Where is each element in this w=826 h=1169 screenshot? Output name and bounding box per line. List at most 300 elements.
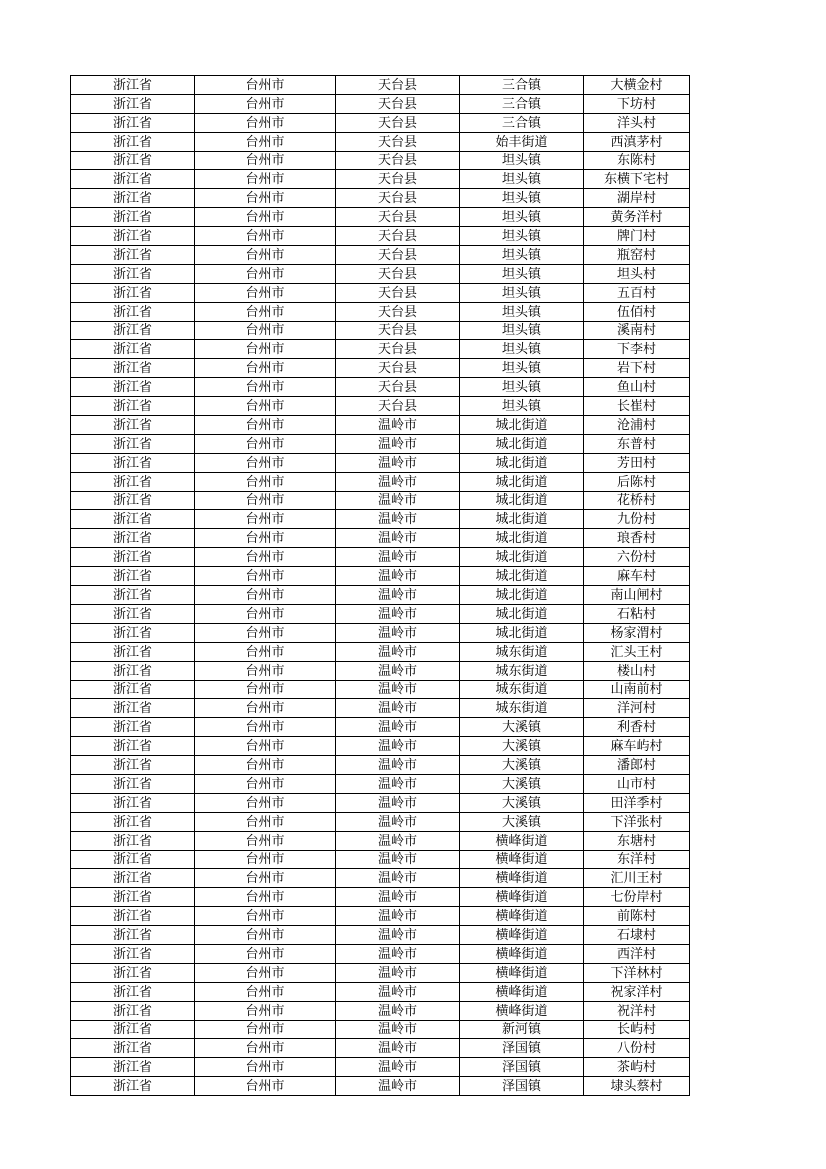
table-row [71, 699, 690, 718]
county-cell: 温岭市 [336, 1058, 460, 1077]
county-cell: 天台县 [336, 94, 460, 113]
province-cell: 浙江省 [71, 510, 195, 529]
table-row [71, 472, 690, 491]
town-cell: 泽国镇 [460, 1077, 584, 1096]
province-cell: 浙江省 [71, 434, 195, 453]
town-cell: 三合镇 [460, 94, 584, 113]
county-cell: 天台县 [336, 340, 460, 359]
city-cell: 台州市 [195, 756, 336, 775]
county-cell: 天台县 [336, 283, 460, 302]
table-row [71, 793, 690, 812]
village-cell: 长屿村 [584, 1020, 690, 1039]
city-cell: 台州市 [195, 869, 336, 888]
table-row [71, 529, 690, 548]
town-cell: 横峰街道 [460, 1001, 584, 1020]
table-row [71, 453, 690, 472]
table-row [71, 982, 690, 1001]
table-row [71, 397, 690, 416]
county-cell: 温岭市 [336, 642, 460, 661]
province-cell: 浙江省 [71, 623, 195, 642]
town-cell: 坦头镇 [460, 208, 584, 227]
county-cell: 天台县 [336, 170, 460, 189]
table-row [71, 302, 690, 321]
city-cell: 台州市 [195, 718, 336, 737]
table-row [71, 321, 690, 340]
town-cell: 大溪镇 [460, 756, 584, 775]
city-cell: 台州市 [195, 397, 336, 416]
city-cell: 台州市 [195, 963, 336, 982]
village-cell: 后陈村 [584, 472, 690, 491]
city-cell: 台州市 [195, 907, 336, 926]
province-cell: 浙江省 [71, 567, 195, 586]
town-cell: 坦头镇 [460, 397, 584, 416]
county-cell: 温岭市 [336, 850, 460, 869]
table-row [71, 737, 690, 756]
city-cell: 台州市 [195, 151, 336, 170]
city-cell: 台州市 [195, 321, 336, 340]
table-row [71, 812, 690, 831]
table-row [71, 76, 690, 95]
city-cell: 台州市 [195, 548, 336, 567]
province-cell: 浙江省 [71, 548, 195, 567]
city-cell: 台州市 [195, 699, 336, 718]
village-cell: 石粘村 [584, 604, 690, 623]
city-cell: 台州市 [195, 1020, 336, 1039]
province-cell: 浙江省 [71, 642, 195, 661]
town-cell: 横峰街道 [460, 944, 584, 963]
county-cell: 温岭市 [336, 1039, 460, 1058]
province-cell: 浙江省 [71, 850, 195, 869]
province-cell: 浙江省 [71, 944, 195, 963]
table-row [71, 756, 690, 775]
county-cell: 天台县 [336, 227, 460, 246]
village-cell: 琅香村 [584, 529, 690, 548]
city-cell: 台州市 [195, 680, 336, 699]
county-cell: 温岭市 [336, 812, 460, 831]
county-cell: 温岭市 [336, 982, 460, 1001]
village-cell: 祝洋村 [584, 1001, 690, 1020]
county-cell: 温岭市 [336, 831, 460, 850]
village-cell: 田洋季村 [584, 793, 690, 812]
county-cell: 天台县 [336, 246, 460, 265]
table-row [71, 907, 690, 926]
county-cell: 温岭市 [336, 680, 460, 699]
table-row [71, 586, 690, 605]
town-cell: 城北街道 [460, 510, 584, 529]
province-cell: 浙江省 [71, 340, 195, 359]
province-cell: 浙江省 [71, 831, 195, 850]
table-row [71, 283, 690, 302]
city-cell: 台州市 [195, 1039, 336, 1058]
town-cell: 坦头镇 [460, 321, 584, 340]
city-cell: 台州市 [195, 1058, 336, 1077]
province-cell: 浙江省 [71, 604, 195, 623]
town-cell: 横峰街道 [460, 963, 584, 982]
county-cell: 天台县 [336, 208, 460, 227]
table-row [71, 944, 690, 963]
town-cell: 横峰街道 [460, 982, 584, 1001]
village-cell: 杨家渭村 [584, 623, 690, 642]
town-cell: 横峰街道 [460, 926, 584, 945]
table-row [71, 718, 690, 737]
village-cell: 东陈村 [584, 151, 690, 170]
table-row [71, 227, 690, 246]
town-cell: 大溪镇 [460, 737, 584, 756]
province-cell: 浙江省 [71, 189, 195, 208]
town-cell: 坦头镇 [460, 151, 584, 170]
city-cell: 台州市 [195, 378, 336, 397]
city-cell: 台州市 [195, 94, 336, 113]
table-row [71, 151, 690, 170]
town-cell: 三合镇 [460, 113, 584, 132]
province-cell: 浙江省 [71, 94, 195, 113]
city-cell: 台州市 [195, 926, 336, 945]
village-cell: 长崔村 [584, 397, 690, 416]
town-cell: 城北街道 [460, 453, 584, 472]
city-cell: 台州市 [195, 831, 336, 850]
city-cell: 台州市 [195, 208, 336, 227]
table-row [71, 963, 690, 982]
province-cell: 浙江省 [71, 416, 195, 435]
city-cell: 台州市 [195, 453, 336, 472]
province-cell: 浙江省 [71, 812, 195, 831]
county-cell: 温岭市 [336, 963, 460, 982]
province-cell: 浙江省 [71, 718, 195, 737]
village-cell: 鱼山村 [584, 378, 690, 397]
village-cell: 祝家洋村 [584, 982, 690, 1001]
province-cell: 浙江省 [71, 227, 195, 246]
village-cell: 麻车村 [584, 567, 690, 586]
county-cell: 温岭市 [336, 737, 460, 756]
city-cell: 台州市 [195, 227, 336, 246]
city-cell: 台州市 [195, 774, 336, 793]
village-cell: 洋河村 [584, 699, 690, 718]
city-cell: 台州市 [195, 510, 336, 529]
village-cell: 山南前村 [584, 680, 690, 699]
county-cell: 天台县 [336, 378, 460, 397]
table-row [71, 831, 690, 850]
town-cell: 城北街道 [460, 623, 584, 642]
city-cell: 台州市 [195, 189, 336, 208]
town-cell: 坦头镇 [460, 302, 584, 321]
table-row [71, 567, 690, 586]
county-cell: 温岭市 [336, 699, 460, 718]
province-cell: 浙江省 [71, 529, 195, 548]
city-cell: 台州市 [195, 359, 336, 378]
county-cell: 温岭市 [336, 907, 460, 926]
village-cell: 前陈村 [584, 907, 690, 926]
town-cell: 城北街道 [460, 548, 584, 567]
town-cell: 坦头镇 [460, 246, 584, 265]
city-cell: 台州市 [195, 586, 336, 605]
province-cell: 浙江省 [71, 1001, 195, 1020]
city-cell: 台州市 [195, 246, 336, 265]
city-cell: 台州市 [195, 302, 336, 321]
village-cell: 九份村 [584, 510, 690, 529]
province-cell: 浙江省 [71, 246, 195, 265]
province-cell: 浙江省 [71, 1020, 195, 1039]
table-row [71, 416, 690, 435]
county-cell: 温岭市 [336, 529, 460, 548]
village-cell: 汇川王村 [584, 869, 690, 888]
city-cell: 台州市 [195, 76, 336, 95]
town-cell: 横峰街道 [460, 831, 584, 850]
table-row [71, 774, 690, 793]
village-cell: 六份村 [584, 548, 690, 567]
city-cell: 台州市 [195, 812, 336, 831]
county-cell: 温岭市 [336, 434, 460, 453]
province-cell: 浙江省 [71, 472, 195, 491]
table-row [71, 510, 690, 529]
province-cell: 浙江省 [71, 737, 195, 756]
town-cell: 城东街道 [460, 661, 584, 680]
table-row [71, 378, 690, 397]
table-row [71, 208, 690, 227]
city-cell: 台州市 [195, 416, 336, 435]
village-cell: 湖岸村 [584, 189, 690, 208]
city-cell: 台州市 [195, 529, 336, 548]
province-cell: 浙江省 [71, 208, 195, 227]
village-cell: 西洋村 [584, 944, 690, 963]
city-cell: 台州市 [195, 264, 336, 283]
county-cell: 温岭市 [336, 491, 460, 510]
county-cell: 温岭市 [336, 472, 460, 491]
village-cell: 东塘村 [584, 831, 690, 850]
village-cell: 沧浦村 [584, 416, 690, 435]
village-cell: 牌门村 [584, 227, 690, 246]
town-cell: 横峰街道 [460, 850, 584, 869]
county-cell: 温岭市 [336, 510, 460, 529]
town-cell: 城北街道 [460, 434, 584, 453]
city-cell: 台州市 [195, 850, 336, 869]
village-cell: 芳田村 [584, 453, 690, 472]
province-cell: 浙江省 [71, 793, 195, 812]
city-cell: 台州市 [195, 491, 336, 510]
town-cell: 横峰街道 [460, 907, 584, 926]
province-cell: 浙江省 [71, 264, 195, 283]
town-cell: 坦头镇 [460, 378, 584, 397]
town-cell: 新河镇 [460, 1020, 584, 1039]
province-cell: 浙江省 [71, 963, 195, 982]
town-cell: 坦头镇 [460, 340, 584, 359]
village-cell: 潘郎村 [584, 756, 690, 775]
province-cell: 浙江省 [71, 699, 195, 718]
city-cell: 台州市 [195, 888, 336, 907]
province-cell: 浙江省 [71, 680, 195, 699]
county-cell: 温岭市 [336, 661, 460, 680]
city-cell: 台州市 [195, 661, 336, 680]
village-cell: 八份村 [584, 1039, 690, 1058]
county-cell: 温岭市 [336, 756, 460, 775]
province-cell: 浙江省 [71, 302, 195, 321]
town-cell: 坦头镇 [460, 264, 584, 283]
village-cell: 大横金村 [584, 76, 690, 95]
table-row [71, 340, 690, 359]
village-cell: 溪南村 [584, 321, 690, 340]
province-cell: 浙江省 [71, 76, 195, 95]
county-cell: 温岭市 [336, 926, 460, 945]
province-cell: 浙江省 [71, 661, 195, 680]
province-cell: 浙江省 [71, 888, 195, 907]
village-cell: 下坊村 [584, 94, 690, 113]
village-cell: 下洋林村 [584, 963, 690, 982]
county-cell: 天台县 [336, 397, 460, 416]
city-cell: 台州市 [195, 472, 336, 491]
table-body [71, 76, 690, 1096]
village-cell: 花桥村 [584, 491, 690, 510]
table-row [71, 1077, 690, 1096]
county-cell: 温岭市 [336, 623, 460, 642]
town-cell: 城东街道 [460, 699, 584, 718]
village-cell: 西滇茅村 [584, 132, 690, 151]
table-row [71, 1001, 690, 1020]
town-cell: 横峰街道 [460, 869, 584, 888]
town-cell: 坦头镇 [460, 189, 584, 208]
county-cell: 天台县 [336, 132, 460, 151]
county-cell: 温岭市 [336, 453, 460, 472]
county-cell: 温岭市 [336, 586, 460, 605]
county-cell: 温岭市 [336, 567, 460, 586]
table-row [71, 548, 690, 567]
county-cell: 温岭市 [336, 869, 460, 888]
village-cell: 七份岸村 [584, 888, 690, 907]
table-row [71, 926, 690, 945]
city-cell: 台州市 [195, 982, 336, 1001]
province-cell: 浙江省 [71, 170, 195, 189]
town-cell: 城北街道 [460, 604, 584, 623]
village-cell: 山市村 [584, 774, 690, 793]
province-cell: 浙江省 [71, 378, 195, 397]
village-cell: 东洋村 [584, 850, 690, 869]
city-cell: 台州市 [195, 283, 336, 302]
county-cell: 温岭市 [336, 774, 460, 793]
table-row [71, 869, 690, 888]
city-cell: 台州市 [195, 642, 336, 661]
town-cell: 坦头镇 [460, 227, 584, 246]
county-cell: 天台县 [336, 264, 460, 283]
province-cell: 浙江省 [71, 586, 195, 605]
village-cell: 东横下宅村 [584, 170, 690, 189]
province-cell: 浙江省 [71, 1058, 195, 1077]
city-cell: 台州市 [195, 170, 336, 189]
city-cell: 台州市 [195, 1077, 336, 1096]
city-cell: 台州市 [195, 340, 336, 359]
town-cell: 横峰街道 [460, 888, 584, 907]
village-cell: 伍佰村 [584, 302, 690, 321]
city-cell: 台州市 [195, 623, 336, 642]
province-cell: 浙江省 [71, 982, 195, 1001]
city-cell: 台州市 [195, 604, 336, 623]
village-cell: 麻车屿村 [584, 737, 690, 756]
village-cell: 洋头村 [584, 113, 690, 132]
county-cell: 温岭市 [336, 944, 460, 963]
village-cell: 石埭村 [584, 926, 690, 945]
county-cell: 天台县 [336, 189, 460, 208]
province-cell: 浙江省 [71, 774, 195, 793]
county-cell: 温岭市 [336, 416, 460, 435]
table-row [71, 1039, 690, 1058]
town-cell: 城北街道 [460, 529, 584, 548]
city-cell: 台州市 [195, 944, 336, 963]
province-cell: 浙江省 [71, 397, 195, 416]
village-cell: 汇头王村 [584, 642, 690, 661]
table-row [71, 189, 690, 208]
table-row [71, 264, 690, 283]
county-cell: 温岭市 [336, 888, 460, 907]
city-cell: 台州市 [195, 113, 336, 132]
province-cell: 浙江省 [71, 1077, 195, 1096]
city-cell: 台州市 [195, 434, 336, 453]
county-cell: 温岭市 [336, 793, 460, 812]
town-cell: 城东街道 [460, 642, 584, 661]
town-cell: 坦头镇 [460, 359, 584, 378]
town-cell: 城东街道 [460, 680, 584, 699]
town-cell: 坦头镇 [460, 170, 584, 189]
city-cell: 台州市 [195, 737, 336, 756]
county-cell: 温岭市 [336, 604, 460, 623]
table-row [71, 604, 690, 623]
village-cell: 东普村 [584, 434, 690, 453]
village-cell: 坦头村 [584, 264, 690, 283]
table-row [71, 434, 690, 453]
village-cell: 利香村 [584, 718, 690, 737]
county-cell: 温岭市 [336, 1001, 460, 1020]
town-cell: 泽国镇 [460, 1058, 584, 1077]
province-cell: 浙江省 [71, 926, 195, 945]
province-cell: 浙江省 [71, 151, 195, 170]
town-cell: 始丰街道 [460, 132, 584, 151]
county-cell: 天台县 [336, 321, 460, 340]
table-row [71, 132, 690, 151]
town-cell: 大溪镇 [460, 774, 584, 793]
city-cell: 台州市 [195, 132, 336, 151]
town-cell: 城北街道 [460, 586, 584, 605]
county-cell: 天台县 [336, 76, 460, 95]
town-cell: 大溪镇 [460, 812, 584, 831]
village-cell: 岩下村 [584, 359, 690, 378]
town-cell: 三合镇 [460, 76, 584, 95]
table-row [71, 850, 690, 869]
town-cell: 坦头镇 [460, 283, 584, 302]
town-cell: 城北街道 [460, 472, 584, 491]
province-cell: 浙江省 [71, 907, 195, 926]
spreadsheet-table [70, 75, 690, 1096]
city-cell: 台州市 [195, 1001, 336, 1020]
county-cell: 温岭市 [336, 718, 460, 737]
table-row [71, 680, 690, 699]
table-row [71, 170, 690, 189]
town-cell: 城北街道 [460, 416, 584, 435]
county-cell: 温岭市 [336, 1020, 460, 1039]
county-cell: 天台县 [336, 151, 460, 170]
province-cell: 浙江省 [71, 491, 195, 510]
table-row [71, 661, 690, 680]
town-cell: 泽国镇 [460, 1039, 584, 1058]
village-cell: 楼山村 [584, 661, 690, 680]
table-row [71, 113, 690, 132]
province-cell: 浙江省 [71, 869, 195, 888]
town-cell: 城北街道 [460, 491, 584, 510]
table-row [71, 1020, 690, 1039]
province-cell: 浙江省 [71, 321, 195, 340]
province-cell: 浙江省 [71, 756, 195, 775]
table-row [71, 94, 690, 113]
province-cell: 浙江省 [71, 132, 195, 151]
village-cell: 五百村 [584, 283, 690, 302]
village-cell: 黄务洋村 [584, 208, 690, 227]
village-cell: 下李村 [584, 340, 690, 359]
table-row [71, 642, 690, 661]
